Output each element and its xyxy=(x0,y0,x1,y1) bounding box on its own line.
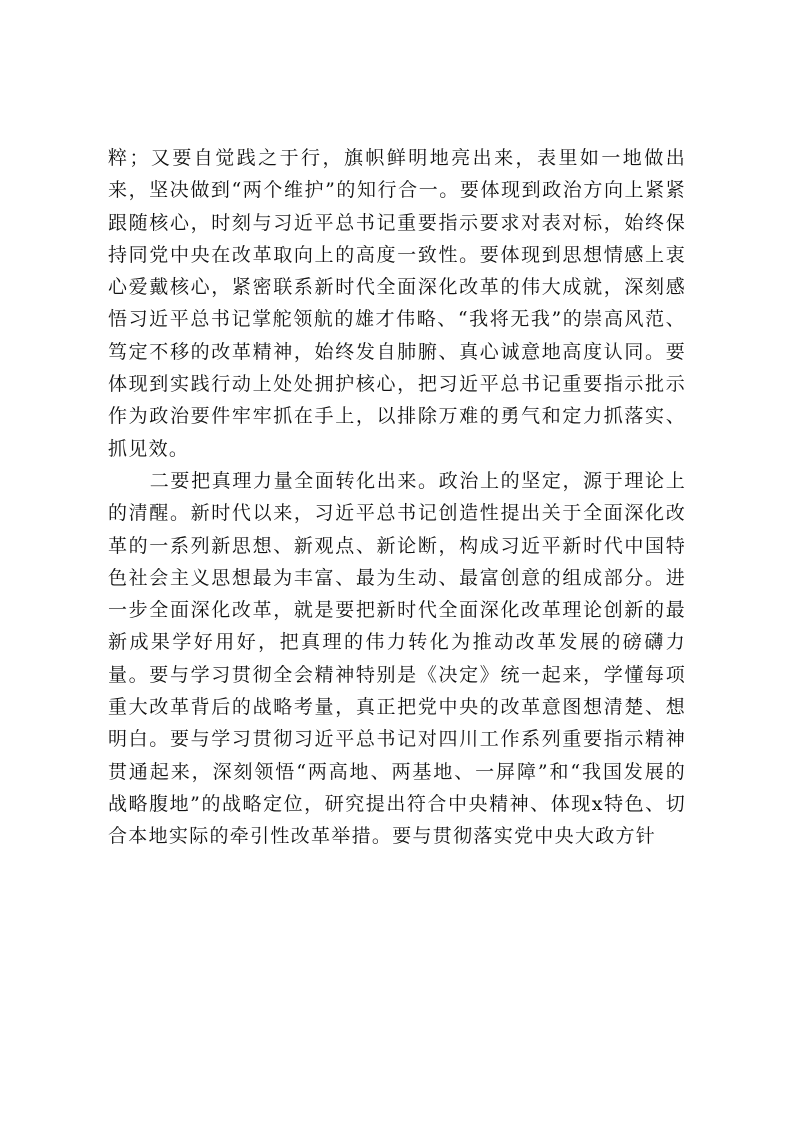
paragraph-continued: 粹；又要自觉践之于行，旗帜鲜明地亮出来，表里如一地做出来，坚决做到“两个维护”的知行合一。要体现到政治方向上紧紧跟随核心，时刻与习近平总书记重要指示要求对表对标，始终保持同党中央在改革取向上的高度一致性。要体现到思想情感上衷心爱戴核心，紧密联系新时代全面深化改革的伟大成就，深刻感悟习近平总书记掌舵领航的雄才伟略、“我将无我”的崇高风范、笃定不移的改革精神，始终发自肺腑、真心诚意地高度认同。要体现到实践行动上处处拥护核心，把习近平总书记重要指示批示作为政治要件牢牢抓在手上，以排除万难的勇气和定力抓落实、抓见效。 xyxy=(108,147,686,460)
document-body xyxy=(108,142,686,853)
paragraph-second-point: 二要把真理力量全面转化出来。政治上的坚定，源于理论上的清醒。新时代以来，习近平总书记创造性提出关于全面深化改革的一系列新思想、新观点、新论断，构成习近平新时代中国特色社会主义思想最为丰富、最为生动、最富创意的组成部分。进一步全面深化改革，就是要把新时代全面深化改革理论创新的最新成果学好用好，把真理的伟力转化为推动改革发展的磅礴力量。要与学习贯彻全会精神特别是《决定》统一起来，学懂每项重大改革背后的战略考量，真正把党中央的改革意图想清楚、想明白。要与学习贯彻习近平总书记对四川工作系列重要指示精神贯通起来，深刻领悟“两高地、两基地、一屏障”和“我国发展的战略腹地”的战略定位，研究提出符合中央精神、体现x特色、切合本地实际的牵引性改革举措。要与贯彻落实党中央大政方针 xyxy=(108,469,686,848)
